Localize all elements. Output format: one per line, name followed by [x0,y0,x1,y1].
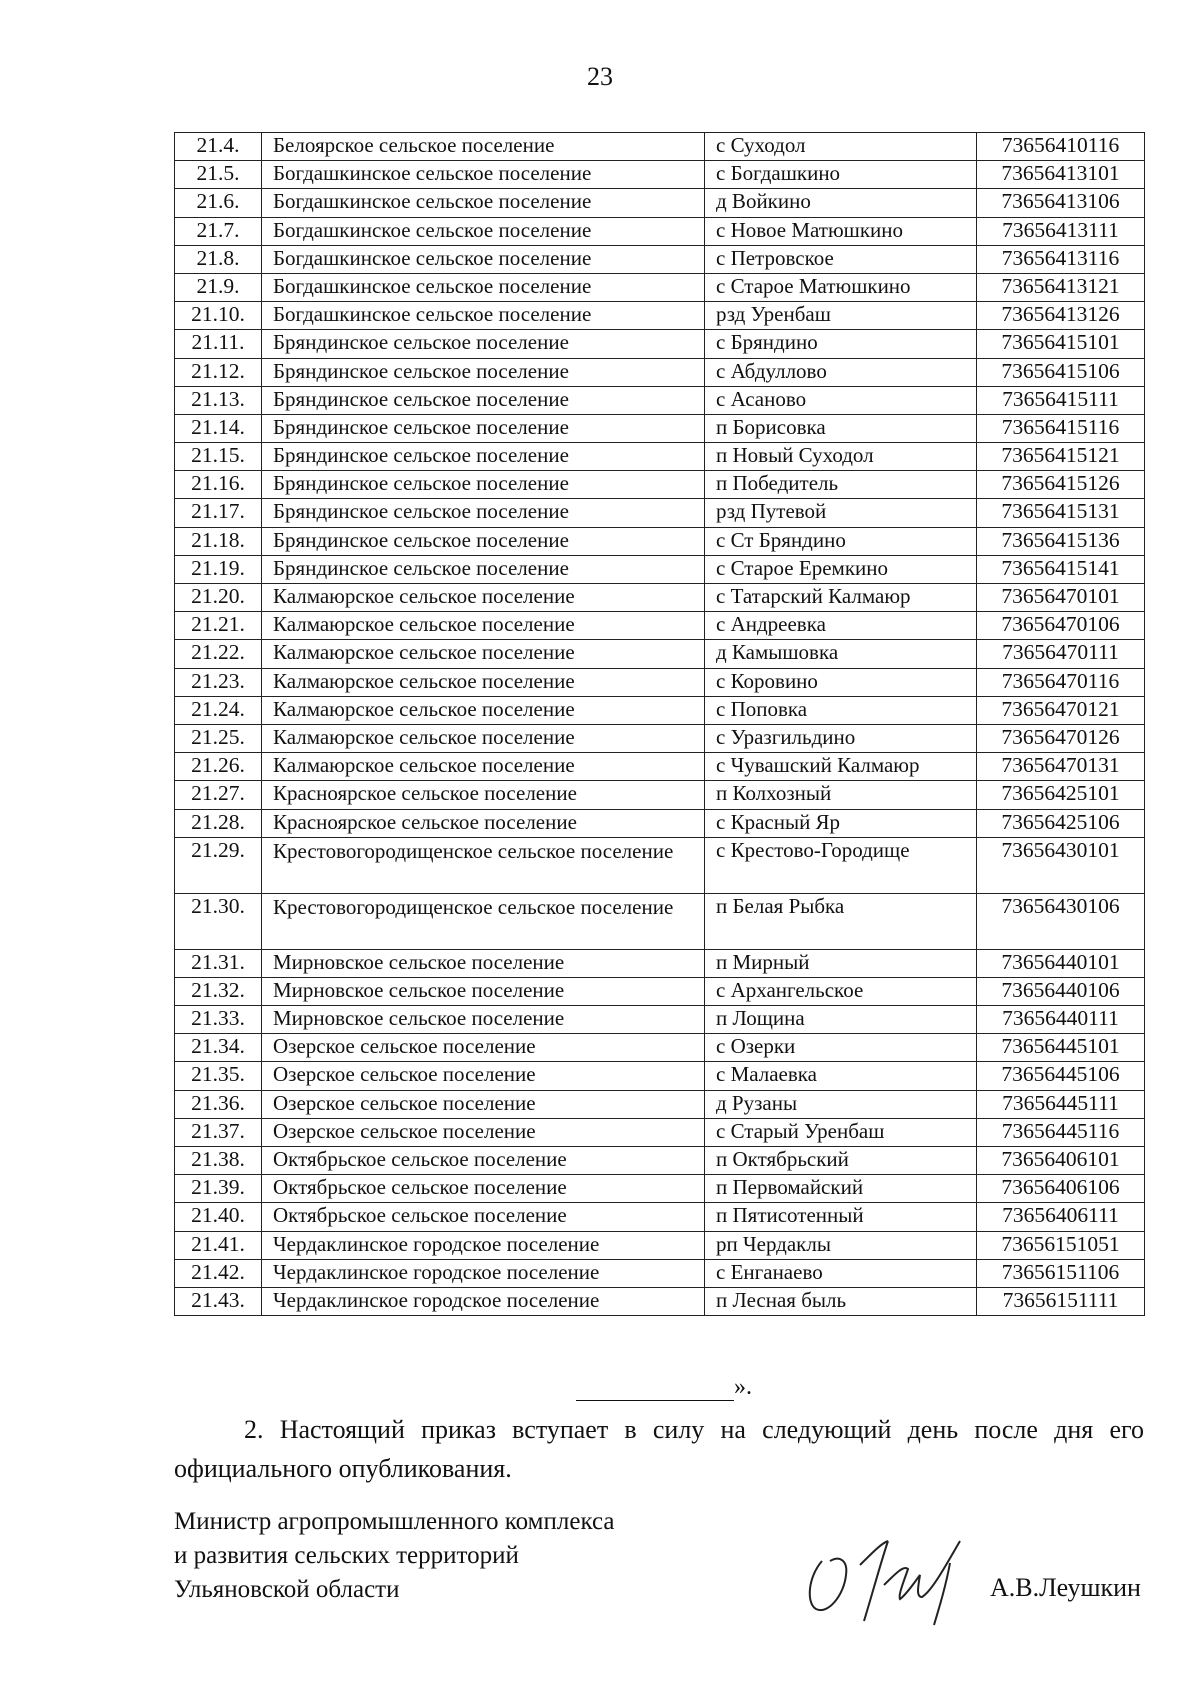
table-row [175,781,1145,809]
table-row [175,414,1145,442]
row-number-cell: 21.12. [175,358,262,386]
locality-cell: с Озерки [705,1034,977,1062]
municipality-cell: Чердаклинское городское поселение [262,1259,705,1287]
municipality-cell: Озерское сельское поселение [262,1118,705,1146]
oktmo-code-cell: 73656415121 [977,443,1145,471]
row-number-cell: 21.43. [175,1287,262,1315]
municipality-cell: Калмаюрское сельское поселение [262,753,705,781]
table-row [175,555,1145,583]
table-row [175,1034,1145,1062]
row-number-cell: 21.36. [175,1090,262,1118]
locality-cell: рп Чердаклы [705,1231,977,1259]
locality-cell: с Бряндино [705,330,977,358]
row-number-cell: 21.4. [175,133,262,161]
row-number-cell: 21.10. [175,302,262,330]
table-row [175,358,1145,386]
oktmo-code-cell: 73656406111 [977,1203,1145,1231]
municipality-cell: Калмаюрское сельское поселение [262,640,705,668]
table-row [175,949,1145,977]
municipality-cell: Мирновское сельское поселение [262,949,705,977]
municipality-cell: Октябрьское сельское поселение [262,1203,705,1231]
municipality-cell: Богдашкинское сельское поселение [262,189,705,217]
oktmo-code-cell: 73656415116 [977,414,1145,442]
row-number-cell: 21.8. [175,245,262,273]
locality-cell: п Победитель [705,471,977,499]
locality-cell: п Лесная быль [705,1287,977,1315]
oktmo-code-cell: 73656445111 [977,1090,1145,1118]
closing-underline [576,1380,734,1401]
table-row [175,443,1145,471]
row-number-cell: 21.6. [175,189,262,217]
municipality-cell: Бряндинское сельское поселение [262,555,705,583]
table-row [175,584,1145,612]
municipality-cell: Богдашкинское сельское поселение [262,302,705,330]
row-number-cell: 21.33. [175,1006,262,1034]
locality-cell: с Богдашкино [705,161,977,189]
locality-cell: п Колхозный [705,781,977,809]
closing-quote: ». [734,1374,752,1400]
oktmo-code-cell: 73656151106 [977,1259,1145,1287]
locality-cell: д Камышовка [705,640,977,668]
locality-cell: с Татарский Калмаюр [705,584,977,612]
locality-cell: с Старый Уренбаш [705,1118,977,1146]
page-number: 23 [587,62,613,91]
table-row [175,1259,1145,1287]
effective-date-paragraph: 2. Настоящий приказ вступает в силу на следующий день после дня его официального опубликования. [174,1415,1144,1483]
table-row [175,1175,1145,1203]
municipality-cell: Калмаюрское сельское поселение [262,668,705,696]
locality-cell: рзд Уренбаш [705,302,977,330]
oktmo-code-cell: 73656440111 [977,1006,1145,1034]
row-number-cell: 21.42. [175,1259,262,1287]
municipality-cell: Бряндинское сельское поселение [262,443,705,471]
oktmo-code-cell: 73656151111 [977,1287,1145,1315]
locality-cell: с Чувашский Калмаюр [705,753,977,781]
oktmo-code-cell: 73656413101 [977,161,1145,189]
table-row [175,809,1145,837]
municipality-cell: Октябрьское сельское поселение [262,1147,705,1175]
locality-cell: п Пятисотенный [705,1203,977,1231]
municipality-cell: Богдашкинское сельское поселение [262,273,705,301]
municipality-cell: Чердаклинское городское поселение [262,1231,705,1259]
oktmo-code-cell: 73656470121 [977,696,1145,724]
locality-cell: рзд Путевой [705,499,977,527]
table-row [175,217,1145,245]
row-number-cell: 21.5. [175,161,262,189]
municipality-cell: Бряндинское сельское поселение [262,499,705,527]
locality-cell: п Первомайский [705,1175,977,1203]
row-number-cell: 21.39. [175,1175,262,1203]
table-row [175,753,1145,781]
oktmo-code-cell: 73656470106 [977,612,1145,640]
table-row [175,302,1145,330]
locality-cell: с Абдуллово [705,358,977,386]
signatory-position [174,1505,614,1607]
signatory-position-line: и развития сельских территорий [174,1542,519,1569]
oktmo-code-cell: 73656415136 [977,527,1145,555]
locality-cell: с Новое Матюшкино [705,217,977,245]
table-row [175,245,1145,273]
oktmo-code-cell: 73656470126 [977,724,1145,752]
municipality-cell: Бряндинское сельское поселение [262,386,705,414]
table-row [175,133,1145,161]
oktmo-code-cell: 73656415141 [977,555,1145,583]
locality-cell: с Малаевка [705,1062,977,1090]
oktmo-code-cell: 73656470116 [977,668,1145,696]
row-number-cell: 21.22. [175,640,262,668]
row-number-cell: 21.18. [175,527,262,555]
table-row [175,499,1145,527]
oktmo-code-cell: 73656470131 [977,753,1145,781]
handwritten-signature [800,1525,980,1635]
row-number-cell: 21.28. [175,809,262,837]
municipality-cell: Озерское сельское поселение [262,1090,705,1118]
table-row [175,724,1145,752]
municipality-cell: Калмаюрское сельское поселение [262,584,705,612]
oktmo-code-cell: 73656415126 [977,471,1145,499]
locality-cell: п Лощина [705,1006,977,1034]
row-number-cell: 21.26. [175,753,262,781]
locality-cell: с Старое Еремкино [705,555,977,583]
locality-cell: д Рузаны [705,1090,977,1118]
locality-cell: с Поповка [705,696,977,724]
row-number-cell: 21.41. [175,1231,262,1259]
row-number-cell: 21.7. [175,217,262,245]
municipality-cell: Крестовогородищенское сельское поселение [262,893,705,949]
locality-cell: п Новый Суходол [705,443,977,471]
table-row [175,640,1145,668]
oktmo-code-cell: 73656470101 [977,584,1145,612]
oktmo-code-cell: 73656415131 [977,499,1145,527]
municipality-cell: Бряндинское сельское поселение [262,527,705,555]
row-number-cell: 21.20. [175,584,262,612]
locality-cell: с Суходол [705,133,977,161]
locality-cell: с Андреевка [705,612,977,640]
municipality-cell: Богдашкинское сельское поселение [262,161,705,189]
row-number-cell: 21.21. [175,612,262,640]
municipality-cell: Калмаюрское сельское поселение [262,612,705,640]
oktmo-code-cell: 73656413116 [977,245,1145,273]
row-number-cell: 21.9. [175,273,262,301]
locality-cell: с Красный Яр [705,809,977,837]
municipality-cell: Озерское сельское поселение [262,1034,705,1062]
oktmo-code-cell: 73656425101 [977,781,1145,809]
signatory-position-line: Министр агропромышленного комплекса [174,1508,615,1535]
row-number-cell: 21.14. [175,414,262,442]
table-row [175,1006,1145,1034]
oktmo-code-cell: 73656406101 [977,1147,1145,1175]
municipality-cell: Бряндинское сельское поселение [262,471,705,499]
locality-cell: с Коровино [705,668,977,696]
table-row [175,386,1145,414]
signatory-name: А.В.Леушкин [990,1573,1141,1602]
table-row [175,893,1145,949]
oktmo-code-cell: 73656430101 [977,837,1145,893]
locality-cell: с Крестово-Городище [705,837,977,893]
table-row [175,612,1145,640]
row-number-cell: 21.30. [175,893,262,949]
row-number-cell: 21.16. [175,471,262,499]
row-number-cell: 21.17. [175,499,262,527]
municipality-cell: Красноярское сельское поселение [262,781,705,809]
oktmo-code-cell: 73656430106 [977,893,1145,949]
table-row [175,189,1145,217]
municipality-cell: Октябрьское сельское поселение [262,1175,705,1203]
row-number-cell: 21.40. [175,1203,262,1231]
table-row [175,471,1145,499]
oktmo-code-cell: 73656413121 [977,273,1145,301]
municipality-cell: Мирновское сельское поселение [262,1006,705,1034]
oktmo-code-cell: 73656410116 [977,133,1145,161]
locality-cell: д Войкино [705,189,977,217]
municipality-cell: Белоярское сельское поселение [262,133,705,161]
table-row [175,1118,1145,1146]
table-row [175,1231,1145,1259]
row-number-cell: 21.15. [175,443,262,471]
settlements-table [174,132,1145,1316]
oktmo-code-cell: 73656445106 [977,1062,1145,1090]
row-number-cell: 21.24. [175,696,262,724]
municipality-cell: Калмаюрское сельское поселение [262,724,705,752]
municipality-cell: Бряндинское сельское поселение [262,330,705,358]
locality-cell: с Асаново [705,386,977,414]
locality-cell: с Ст Бряндино [705,527,977,555]
row-number-cell: 21.25. [175,724,262,752]
row-number-cell: 21.29. [175,837,262,893]
row-number-cell: 21.23. [175,668,262,696]
row-number-cell: 21.34. [175,1034,262,1062]
municipality-cell: Бряндинское сельское поселение [262,414,705,442]
row-number-cell: 21.11. [175,330,262,358]
oktmo-code-cell: 73656415101 [977,330,1145,358]
table-row [175,1147,1145,1175]
table-row [175,1090,1145,1118]
table-row [175,668,1145,696]
row-number-cell: 21.31. [175,949,262,977]
oktmo-code-cell: 73656445101 [977,1034,1145,1062]
locality-cell: с Старое Матюшкино [705,273,977,301]
municipality-cell: Богдашкинское сельское поселение [262,245,705,273]
locality-cell: с Енганаево [705,1259,977,1287]
municipality-cell: Бряндинское сельское поселение [262,358,705,386]
municipality-cell: Озерское сельское поселение [262,1062,705,1090]
table-row [175,696,1145,724]
row-number-cell: 21.37. [175,1118,262,1146]
oktmo-code-cell: 73656151051 [977,1231,1145,1259]
row-number-cell: 21.19. [175,555,262,583]
row-number-cell: 21.13. [175,386,262,414]
oktmo-code-cell: 73656425106 [977,809,1145,837]
oktmo-code-cell: 73656440106 [977,977,1145,1005]
table-row [175,1062,1145,1090]
locality-cell: п Борисовка [705,414,977,442]
locality-cell: п Мирный [705,949,977,977]
table-row [175,527,1145,555]
row-number-cell: 21.38. [175,1147,262,1175]
oktmo-code-cell: 73656440101 [977,949,1145,977]
table-row [175,977,1145,1005]
municipality-cell: Чердаклинское городское поселение [262,1287,705,1315]
table-row [175,161,1145,189]
locality-cell: с Петровское [705,245,977,273]
oktmo-code-cell: 73656445116 [977,1118,1145,1146]
settlements-table-body [175,133,1145,1316]
municipality-cell: Мирновское сельское поселение [262,977,705,1005]
closing-mark [576,1374,752,1401]
row-number-cell: 21.32. [175,977,262,1005]
oktmo-code-cell: 73656413126 [977,302,1145,330]
oktmo-code-cell: 73656406106 [977,1175,1145,1203]
row-number-cell: 21.27. [175,781,262,809]
locality-cell: с Уразгильдино [705,724,977,752]
municipality-cell: Калмаюрское сельское поселение [262,696,705,724]
table-row [175,837,1145,893]
row-number-cell: 21.35. [175,1062,262,1090]
municipality-cell: Крестовогородищенское сельское поселение [262,837,705,893]
oktmo-code-cell: 73656413106 [977,189,1145,217]
table-row [175,330,1145,358]
municipality-cell: Красноярское сельское поселение [262,809,705,837]
table-row [175,1287,1145,1315]
table-row [175,273,1145,301]
oktmo-code-cell: 73656415111 [977,386,1145,414]
oktmo-code-cell: 73656413111 [977,217,1145,245]
oktmo-code-cell: 73656470111 [977,640,1145,668]
municipality-cell: Богдашкинское сельское поселение [262,217,705,245]
oktmo-code-cell: 73656415106 [977,358,1145,386]
locality-cell: п Белая Рыбка [705,893,977,949]
table-row [175,1203,1145,1231]
signatory-position-line: Ульяновской области [174,1576,400,1603]
locality-cell: с Архангельское [705,977,977,1005]
locality-cell: п Октябрьский [705,1147,977,1175]
